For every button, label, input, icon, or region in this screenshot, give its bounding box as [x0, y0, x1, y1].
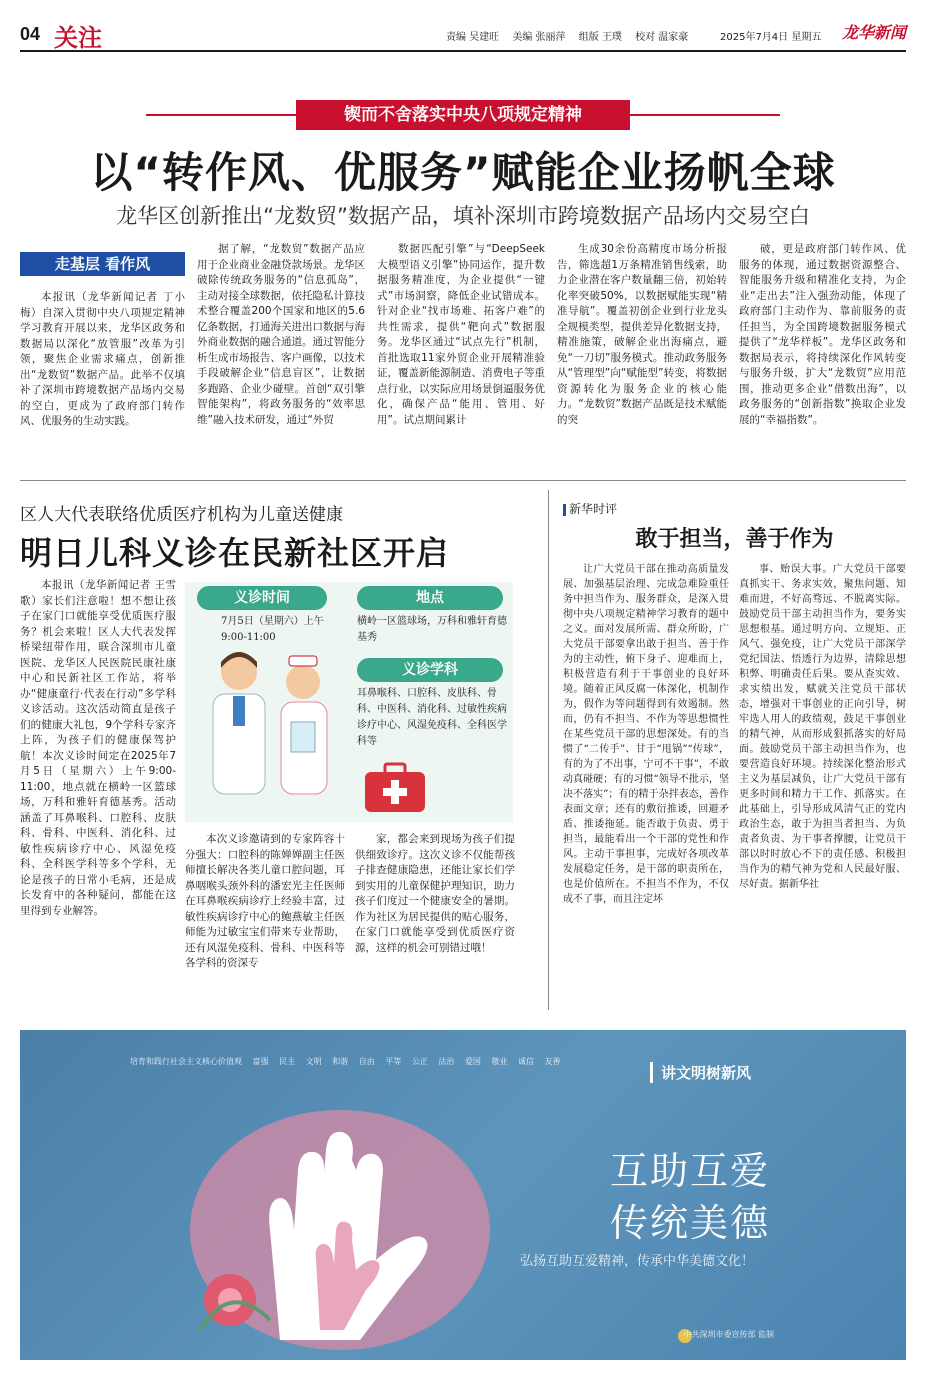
commentary-paragraph: 事、贻误大事。广大党员干部要真抓实干、务求实效，聚焦问题、知难而进，不好高骛远、不脱离实际。鼓励党员干部主动担当作为，要务实思想根基。通过明方向、立规矩、正风气、强免疫，让广大党员干部深学党纪国法、悟透行为边界，清除思想积弊、明确责任后果。要从查实效、求实绩出发，赋就关注党员干部状态，增强对干事创业的正向引导，树牢选人用人的政绩观，鼓足干事创业的精气神，从而形成狠抓落实的好局面。鼓励党员干部主动担当作为，也要营造良好环境。持续深化整治形式主义为基层减负，让广大党员干部有更多时间和精力干工作、抓落实。在此基础上，引导形成风清气正的党内政治生态，敢于为担当者担当、为负责者负责、为干事者撑腰，让党员干部以时时放心不下的责任感、积极担当作为的精气神为党和人民最好服、尽好责。据新华社 — [739, 564, 906, 890]
lead-paragraph: 数据匹配引擎”与“DeepSeek大模型语义引擎”协同运作，提升数据服务精准度，为企业提供“一键式”市场洞察，降低企业试错成本。针对企业“找市场难、拓客户难”的共性需求，提供“靶向式”数据服务。龙华区通过“试点先行”机制，首批选取11家外贸企业开展精准验证，覆盖新能源制造、消费电子等重点行业，以实际应用场景倒逼服务优化，确保产品“能用、管用、好用”。试点期间累计 — [377, 243, 545, 426]
editor-credit: 组版 王璞 — [578, 32, 622, 43]
column-divider — [548, 490, 549, 1010]
clipboard-icon — [291, 722, 315, 752]
lead-subheadline: 龙华区创新推出“龙数贸”数据产品，填补深圳市跨境数据产品场内交易空白 — [116, 204, 810, 228]
core-value: 法治 — [438, 1057, 455, 1066]
clinic-infographic — [185, 582, 513, 822]
tag-bar-icon — [563, 504, 566, 516]
masthead — [20, 18, 906, 52]
lead-article-column — [557, 242, 727, 462]
lead-headline: 以“转作风、优服务”赋能企业扬帆全球 — [90, 148, 836, 197]
public-service-ad — [20, 1030, 906, 1360]
newspaper-logo: 龙华新闻 — [841, 23, 906, 42]
story-article-column — [20, 578, 176, 1010]
core-value: 爱国 — [464, 1057, 481, 1066]
core-value: 富强 — [252, 1057, 269, 1066]
story-paragraph: 本次义诊邀请到的专家阵容十分强大：口腔科的陈婵婵副主任医师擅长解决各类儿童口腔问题，耳鼻咽喉头颈外科的潘宏光主任医师在耳鼻喉疾病诊疗上经验丰富，过敏性疾病诊疗中心的鲍燕敏主任医师能为过敏宝宝们带来专业帮助，还有风湿免疫科、骨科、中医科等各学科的资深专 — [185, 833, 345, 969]
commentary-column — [739, 562, 906, 1012]
ad-slogan: 弘扬互助互爱精神，传承中华美德文化！ — [520, 1254, 755, 1269]
core-value: 平等 — [385, 1057, 402, 1066]
lead-article-column — [377, 242, 545, 462]
core-values-line — [130, 1056, 569, 1067]
doctor-tie-icon — [233, 696, 245, 726]
section-title: 关注 — [54, 23, 102, 52]
doctors-illustration — [191, 642, 351, 818]
issue-date: 2025年7月4日 星期五 — [720, 32, 822, 43]
ad-headline-line1: 互助互爱 — [610, 1149, 771, 1193]
story-article-column — [185, 832, 345, 1012]
time-value: 7月5日（星期六）上午9:00-11:00 — [221, 616, 324, 643]
banner-rule-right — [630, 114, 780, 116]
lead-article-column — [20, 290, 185, 460]
lead-paragraph: 据了解，“龙数贸”数据产品应用于企业商业金融贷款场景。龙华区破除传统政务服务的“信息孤岛”，主动对接全球数据，依托隐私计算技术整合覆盖200个国家和地区的5.6亿条数据，打通海关进出口数据与海外商业数据的融合通道。通过智能分析生成市场报告、客户画像，以技术手段破解企业“信息盲区”，让数据多跑路、企业少碰壁。首创“双引擎智能架构”，将政务服务的“效率思维”融入技术研发，通过“外贸 — [197, 243, 365, 426]
location-label: 地点 — [357, 586, 503, 610]
hands-illustration — [170, 1080, 500, 1360]
column-tag: 走基层 看作风 — [20, 252, 185, 276]
lead-paragraph: 本报讯（龙华新闻记者 丁小梅）自深入贯彻中央八项规定精神学习教育开展以来，龙华区政务和数据局以深化“放管服”改革为引领，聚焦企业需求痛点，创新推出“龙数贸”数据产品。此举不仅填补了深圳市跨境数据产品场内交易的空白，更成为了政府部门转作风、优服务的生动实践。 — [20, 291, 185, 427]
banner-rule-left — [146, 114, 296, 116]
story-kicker: 区人大代表联络优质医疗机构为儿童送健康 — [20, 505, 343, 525]
section-divider — [20, 480, 906, 481]
commentary-paragraph: 让广大党员干部在推动高质量发展、加强基层治理、完成急难险重任务中担当作为、服务群众，是深入贯彻中央八项规定精神学习教育的题中之义。面对发展所需、群众所盼，广大党员干部要拿出敢于担当、善于作为的主动性，俯下身子、迎难而上，积极营造有利于干事创业的良好环境。随着正风反腐一体深化，机制作为，假作为等问题得到有效遏制。然而，仍有不担当、不作为等思想惯性在某些党员干部的思想深处。有的当惯了“二传手”、甘于“甩锅”“传球”，有的为了不出事，宁可不干事”，不敢动真碰硬；有的习惯“领导不批示，坚决不落实”；有的精于杂拌表态，善作表面文章；还有的敷衍推诿，回避矛盾、推诿拖延。能否敢于负责、勇于担当，最能看出一个干部的党性和作风。主动干事担事，完成好各项改革发展稳定任务，是干部的职责所在，也是价值所在。不担当不作为，不仅成不了事，而且注定坏 — [563, 564, 729, 905]
story-paragraph: 本报讯（龙华新闻记者 王雪歌）家长们注意啦！想不想让孩子在家门口就能享受优质医疗服务？机会来啦！区人大代表发挥桥梁纽带作用，联合深圳市儿童医院、龙华区人民医院民康社康中心和民新社区工作站，将举办“健康童行·代表在行动”多学科义诊活动。这次活动简直是孩子们的健康大礼包，9个学科专家齐上阵，为孩子们的健康保驾护航！本次义诊时间定在2025年7月5日（星期六）上午9:00-11:00，地点就在横岭一区篮球场，万科和雅轩育德基秀。活动涵盖了耳鼻喉科、口腔科、皮肤科、骨科、中医科、消化科、过敏性疾病诊疗中心、风湿免疫科、全科医学科等多个学科，无论是孩子的日常小毛病，还是成长发育中的各种疑问，都能在这里得到专业解答。 — [20, 579, 176, 917]
lead-article-column — [197, 242, 365, 462]
story-paragraph: 家，都会来到现场为孩子们提供细致诊疗。这次义诊不仅能帮孩子排查健康隐患，还能让家长们学到实用的儿童保健护理知识，助力孩子们度过一个健康安全的暑期。作为社区为居民提供的贴心服务，在家门口就能享受到优质医疗资源，这样的机会可别错过哦！ — [355, 833, 515, 954]
commentary-tag — [563, 500, 617, 517]
commentary-column — [563, 562, 729, 1012]
core-value: 民主 — [279, 1057, 296, 1066]
nurse-head-icon — [286, 665, 320, 699]
core-value: 和谐 — [332, 1057, 349, 1066]
core-value: 培育和践行社会主义核心价值观 — [130, 1057, 242, 1066]
lead-article-column — [739, 242, 906, 462]
departments-value: 耳鼻喉科、口腔科、皮肤科、骨科、中医科、消化科、过敏性疾病诊疗中心、风湿免疫科、全科医学科等 — [357, 688, 507, 747]
page-number: 04 — [20, 24, 41, 44]
editor-credit: 责编 吴建旺 — [446, 32, 500, 43]
editor-credit: 美编 张丽萍 — [512, 32, 566, 43]
core-value: 友善 — [544, 1057, 561, 1066]
ad-headline-line2: 传统美德 — [610, 1201, 771, 1245]
time-label: 义诊时间 — [197, 586, 327, 610]
ad-column-label: 讲文明树新风 — [650, 1062, 751, 1083]
editor-credit: 校对 温家豪 — [635, 32, 689, 43]
commentary-tag-label: 新华时评 — [569, 502, 618, 516]
core-value: 自由 — [358, 1057, 375, 1066]
theme-banner — [146, 100, 780, 130]
first-aid-kit-icon — [361, 758, 441, 818]
editor-credits — [446, 28, 698, 43]
story-article-column — [355, 832, 515, 1012]
commentary-headline: 敢于担当，善于作为 — [635, 526, 834, 552]
theme-banner-label: 锲而不舍落实中央八项规定精神 — [296, 100, 630, 130]
core-value: 文明 — [305, 1057, 322, 1066]
ad-sponsor: 中共深圳市委宣传部 监制 — [683, 1330, 774, 1339]
core-value: 诚信 — [518, 1057, 535, 1066]
lead-paragraph: 破，更是政府部门转作风、优服务的体现，通过数据资源整合、智能服务升级和精准化支持，为企业“走出去”注入强劲动能，体现了政府部门主动作为、靠前服务的责任担当，为全国跨境数据服务模式提供了“龙华样板”。龙华区政务和数据局表示，将持续深化作风转变与服务升级，扩大“龙数贸”应用范围，推动更多企业“借数出海”，以政务服务的“创新指数”换取企业发展的“幸福指数”。 — [739, 243, 906, 426]
story-headline: 明日儿科义诊在民新社区开启 — [20, 534, 450, 572]
lead-paragraph: 生成30余份高精度市场分析报告，筛选超1万条精准销售线索，助力企业潜在客户数量翻三倍，初始转化率突破50%，以数据赋能实现“精准导航”。覆盖初创企业到行业龙头全规模类型，提供差异化数据支持，精准施策，破解企业出海痛点，避免“一刀切”服务模式。推动政务服务从“管理型”向“赋能型”转变，将数据资源转化为服务企业的核心能力。“龙数贸”数据产品既是技术赋能的突 — [557, 243, 727, 426]
nurse-cap-icon — [289, 656, 317, 666]
core-value: 敬业 — [491, 1057, 508, 1066]
core-value: 公正 — [411, 1057, 428, 1066]
departments-label: 义诊学科 — [357, 658, 503, 682]
location-value: 横岭一区篮球场，万科和雅轩育德基秀 — [357, 616, 507, 643]
